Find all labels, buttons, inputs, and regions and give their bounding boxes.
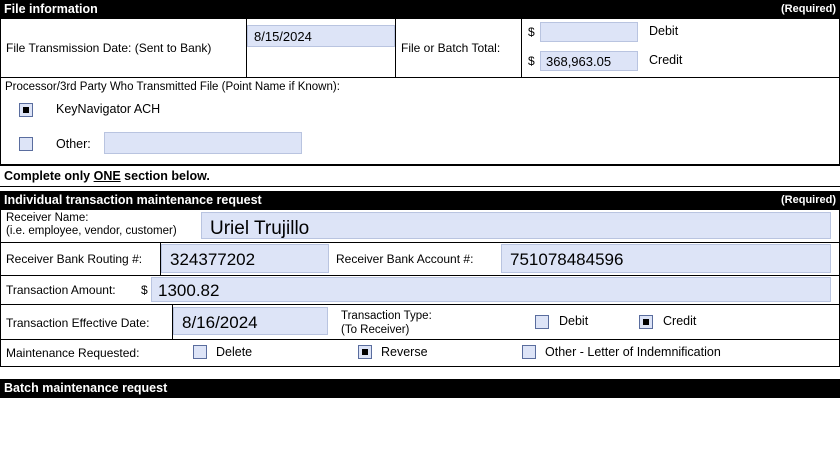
other-processor-checkbox[interactable]: [19, 137, 33, 151]
transmission-date-label: File Transmission Date: (Sent to Bank): [6, 41, 212, 55]
type-credit-label: Credit: [663, 314, 697, 328]
transaction-amount-row: [1, 276, 839, 305]
type-credit-checkbox[interactable]: [639, 315, 653, 329]
file-batch-total-amounts-cell: [522, 19, 839, 77]
other-processor-input[interactable]: [104, 132, 302, 154]
effective-date-label: Transaction Effective Date:: [6, 316, 150, 330]
file-batch-total-label-cell: [396, 19, 522, 77]
keynavigator-ach-checkbox[interactable]: [19, 103, 33, 117]
individual-transaction-header: [0, 191, 840, 210]
transmission-date-input[interactable]: [247, 25, 395, 47]
routing-label-cell: [1, 243, 161, 275]
credit-amount-input[interactable]: [540, 51, 638, 71]
other-processor-label: Other:: [56, 137, 91, 151]
maint-other-checkbox[interactable]: [522, 345, 536, 359]
receiver-name-input[interactable]: [201, 212, 831, 239]
credit-currency-symbol: $: [528, 54, 535, 68]
transmission-date-value: 8/15/2024: [254, 29, 312, 44]
receiver-name-label: [1, 210, 201, 242]
account-label-cell: [336, 252, 473, 266]
effective-date-row: [1, 305, 839, 340]
amount-value: 1300.82: [158, 281, 220, 300]
debit-amount-input[interactable]: [540, 22, 638, 42]
effective-date-label-cell: [1, 305, 173, 339]
routing-label: Receiver Bank Routing #:: [6, 252, 143, 266]
account-value: 751078484596: [510, 250, 624, 269]
routing-value: 324377202: [170, 250, 256, 269]
file-information-required: (Required): [781, 3, 836, 15]
effective-date-value: 8/16/2024: [182, 313, 258, 332]
maintenance-label: Maintenance Requested:: [6, 346, 140, 360]
amount-label-cell: [1, 276, 141, 304]
receiver-bank-row: [1, 243, 839, 276]
receiver-name-label-line2: (i.e. employee, vendor, customer): [6, 225, 177, 237]
complete-only-one-prefix: Complete only: [4, 169, 94, 183]
file-information-title: File information: [4, 2, 98, 16]
maint-delete-label: Delete: [216, 345, 253, 359]
receiver-name-label-line1: Receiver Name:: [6, 212, 89, 224]
type-debit-checkbox[interactable]: [535, 315, 549, 329]
maint-reverse-label: Reverse: [381, 345, 428, 359]
transmission-date-field-cell: [247, 19, 396, 77]
routing-input[interactable]: [161, 244, 329, 273]
transaction-type-label-line2: (To Receiver): [341, 324, 410, 336]
transaction-type-label-line1: Transaction Type:: [341, 310, 432, 322]
batch-maintenance-header: [0, 379, 840, 398]
complete-only-one-note: [0, 165, 840, 187]
account-label: Receiver Bank Account #:: [336, 252, 474, 266]
transaction-type-label: [341, 309, 432, 337]
file-information-section: [0, 19, 840, 165]
maint-reverse-checkbox[interactable]: [358, 345, 372, 359]
amount-input[interactable]: [151, 277, 831, 302]
receiver-name-value: Uriel Trujillo: [210, 218, 310, 239]
maintenance-label-cell: [1, 340, 139, 366]
processor-label: Processor/3rd Party Who Transmitted File (Point Name if Known):: [5, 81, 340, 93]
file-batch-total-label: File or Batch Total:: [401, 41, 501, 55]
maint-other-label: Other - Letter of Indemnification: [545, 345, 721, 359]
batch-maintenance-title: Batch maintenance request: [4, 381, 168, 395]
amount-label: Transaction Amount:: [6, 283, 116, 297]
maint-delete-checkbox[interactable]: [193, 345, 207, 359]
maintenance-requested-row: [1, 340, 839, 367]
individual-transaction-title: Individual transaction maintenance request: [4, 193, 262, 207]
complete-only-one-suffix: section below.: [120, 169, 210, 183]
transmission-date-label-cell: [1, 19, 247, 77]
amount-currency-symbol: $: [141, 283, 148, 297]
file-transmission-row: [1, 19, 839, 77]
account-input[interactable]: [501, 244, 831, 273]
debit-currency-symbol: $: [528, 25, 535, 39]
file-information-header: [0, 0, 840, 19]
credit-amount-value: 368,963.05: [546, 54, 612, 69]
receiver-name-row: [1, 210, 839, 243]
processor-row: [1, 77, 839, 164]
complete-only-one-emphasis: ONE: [93, 169, 121, 183]
debit-label: Debit: [649, 24, 679, 38]
keynavigator-ach-label: KeyNavigator ACH: [56, 102, 161, 116]
individual-transaction-section: [0, 210, 840, 367]
effective-date-input[interactable]: [173, 307, 328, 335]
type-debit-label: Debit: [559, 314, 589, 328]
spacer-2: [0, 367, 840, 379]
individual-transaction-required: (Required): [781, 194, 836, 206]
credit-label: Credit: [649, 53, 683, 67]
